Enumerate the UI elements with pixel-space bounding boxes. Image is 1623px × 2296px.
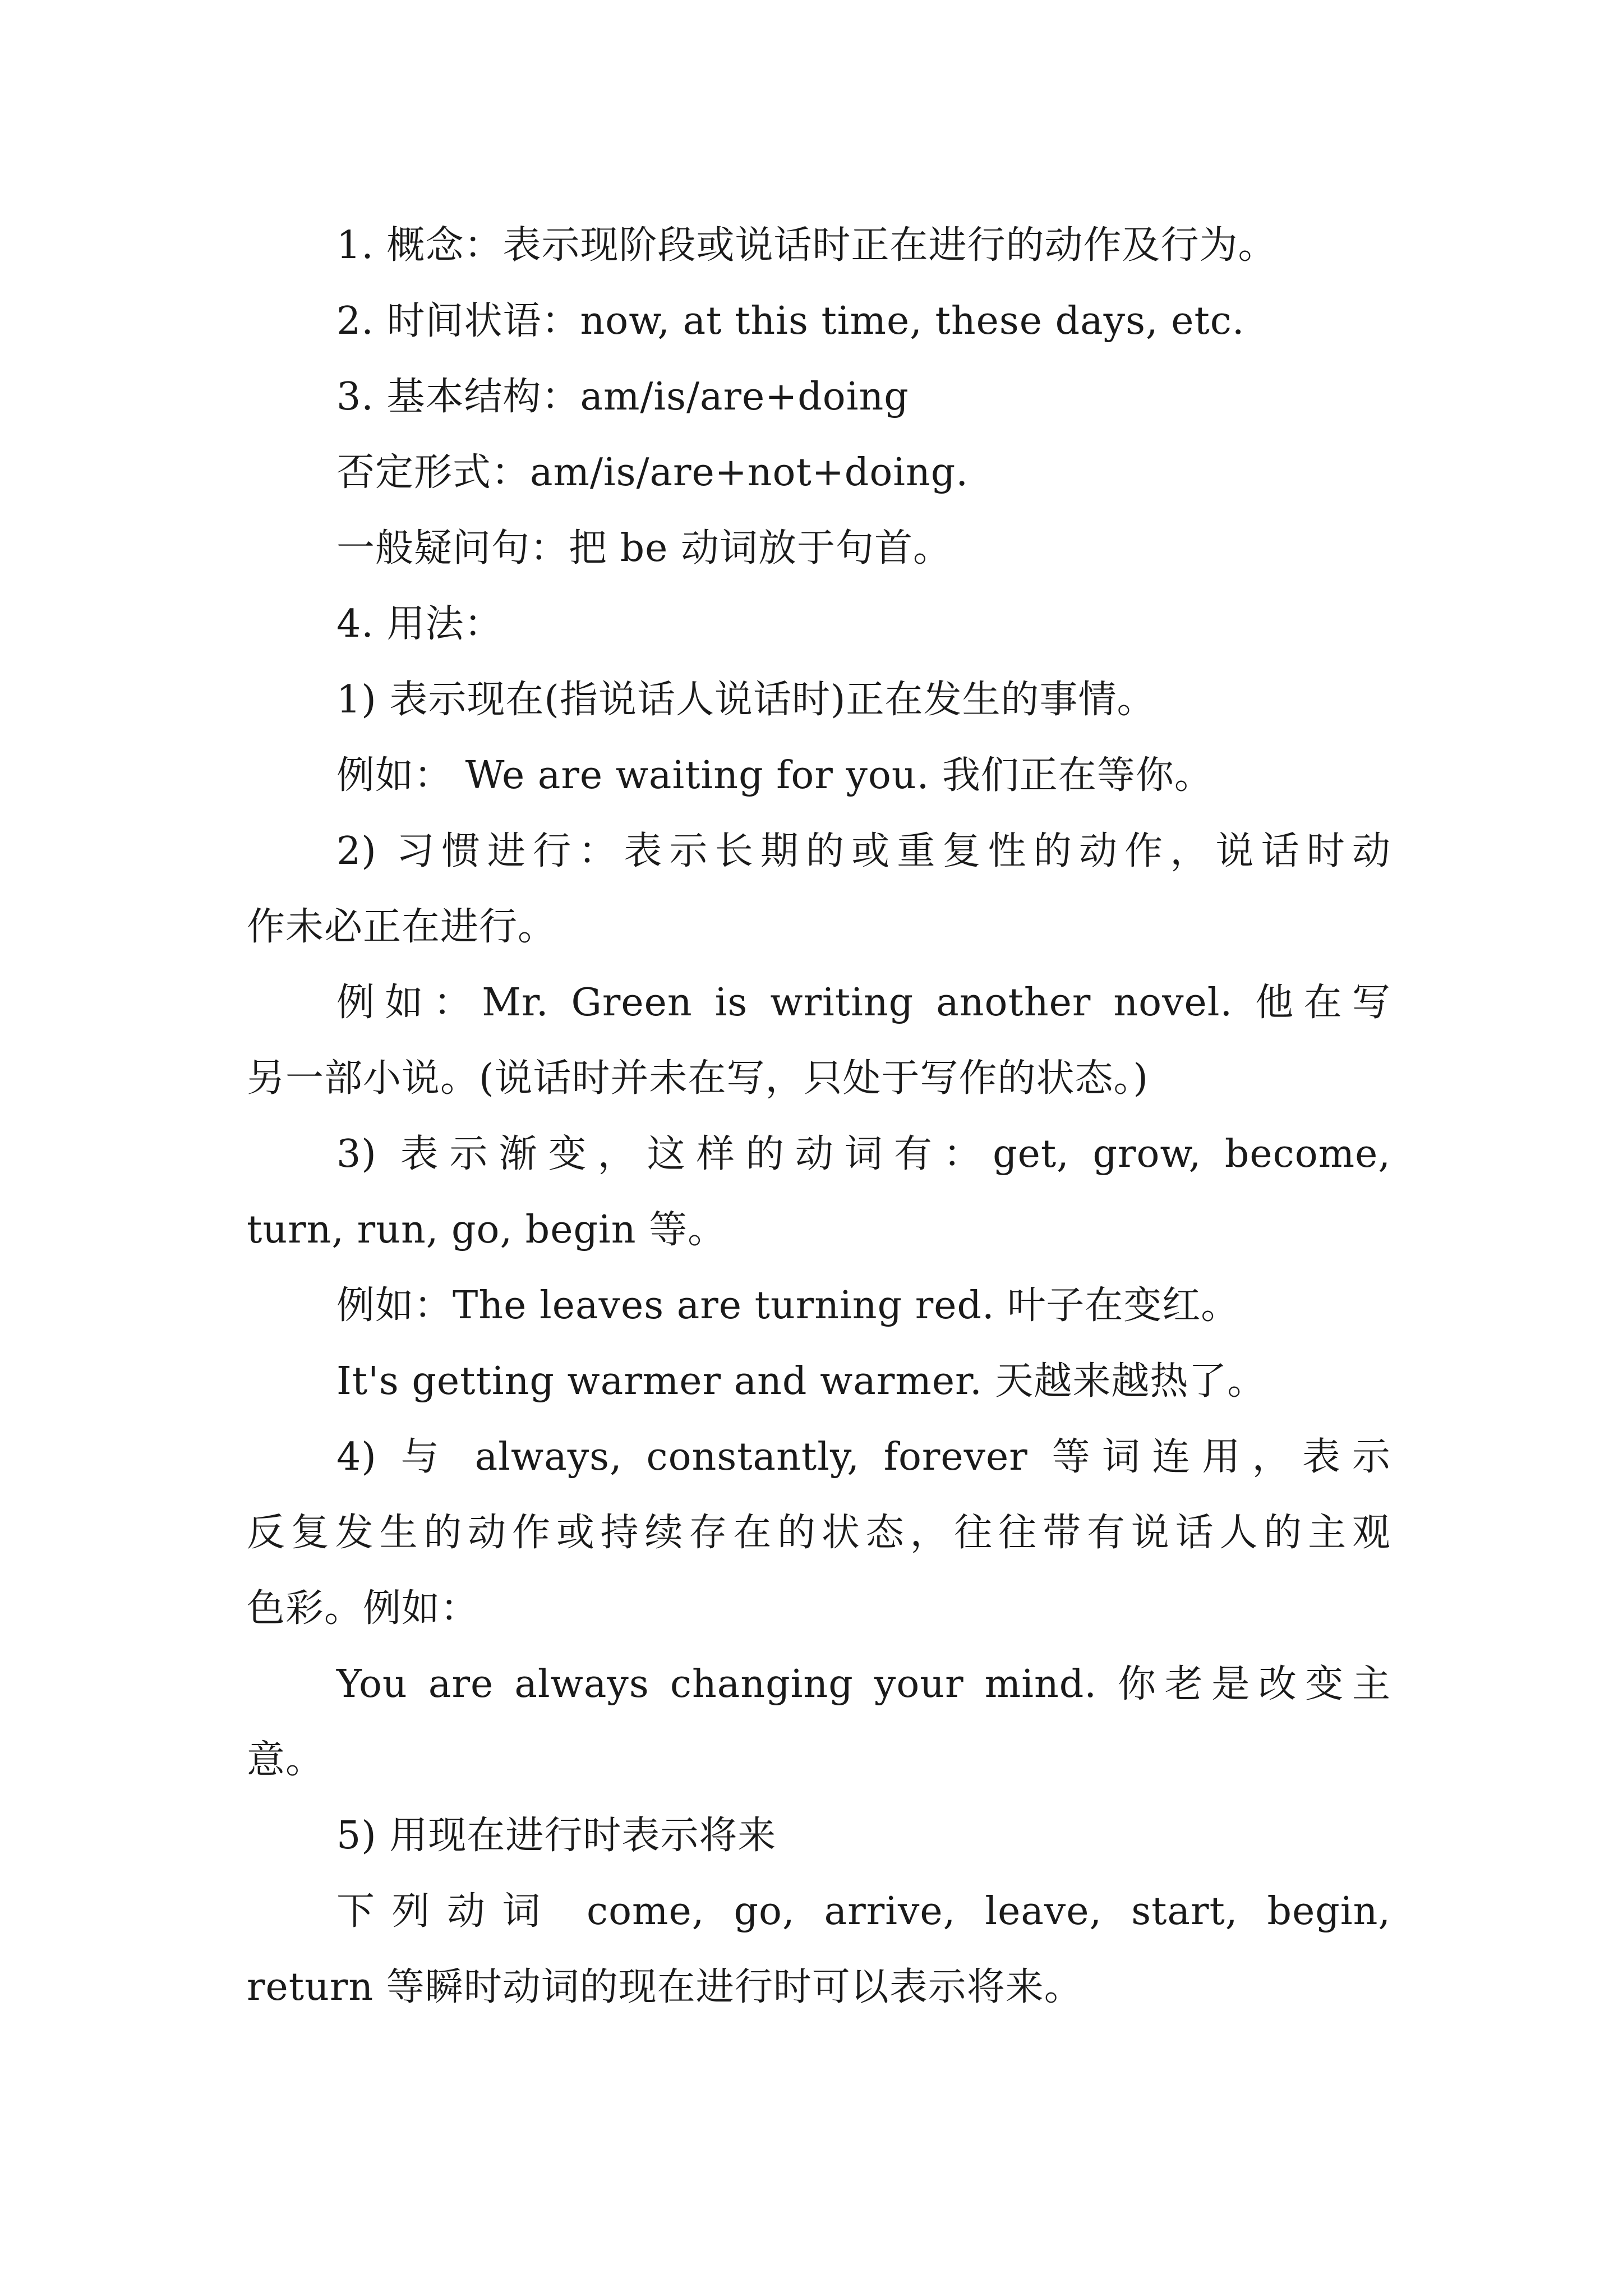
usage-5-detail: 下列动词 come, go, arrive, leave, start, begin, [336,1889,1391,1934]
usage-4-example-continued: 意。 [247,1738,325,1782]
usage-4: 4) 与 always, constantly, forever 等词连用，表示 [336,1435,1391,1479]
usage-1-example: 例如： We are waiting for you. 我们正在等你。 [336,753,1213,798]
usage-4-continued-2: 色彩。例如： [247,1586,479,1631]
usage-3-example-1: 例如：The leaves are turning red. 叶子在变红。 [336,1283,1240,1328]
usage-2-example: 例如：Mr. Green is writing another novel. 他在写 [336,981,1391,1025]
usage-5: 5) 用现在进行时表示将来 [336,1814,777,1858]
item-1-concept: 1. 概念：表示现阶段或说话时正在进行的动作及行为。 [336,223,1277,268]
usage-2-example-continued: 另一部小说。(说话时并未在写，只处于写作的状态。) [247,1056,1149,1101]
item-3-basic-structure: 3. 基本结构：am/is/are+doing [336,375,909,419]
usage-3-continued: turn, run, go, begin 等。 [247,1208,727,1252]
usage-2-continued: 作未必正在进行。 [247,905,557,949]
negative-form: 否定形式：am/is/are+not+doing. [336,450,969,495]
item-4-usage-heading: 4. 用法： [336,602,503,646]
usage-1: 1) 表示现在(指说话人说话时)正在发生的事情。 [336,678,1156,722]
usage-4-example: You are always changing your mind. 你老是改变主 [336,1662,1391,1706]
usage-4-continued: 反复发生的动作或持续存在的状态，往往带有说话人的主观 [247,1511,1391,1555]
usage-3-example-2: It's getting warmer and warmer. 天越来越热了。 [336,1359,1266,1404]
usage-3: 3) 表示渐变，这样的动词有：get, grow, become, [336,1132,1391,1176]
item-2-time-adverbials: 2. 时间状语：now, at this time, these days, etc. [336,299,1245,343]
general-question: 一般疑问句：把 be 动词放于句首。 [336,526,952,570]
usage-5-detail-continued: return 等瞬时动词的现在进行时可以表示将来。 [247,1965,1083,2009]
usage-2: 2) 习惯进行：表示长期的或重复性的动作，说话时动 [336,829,1391,873]
